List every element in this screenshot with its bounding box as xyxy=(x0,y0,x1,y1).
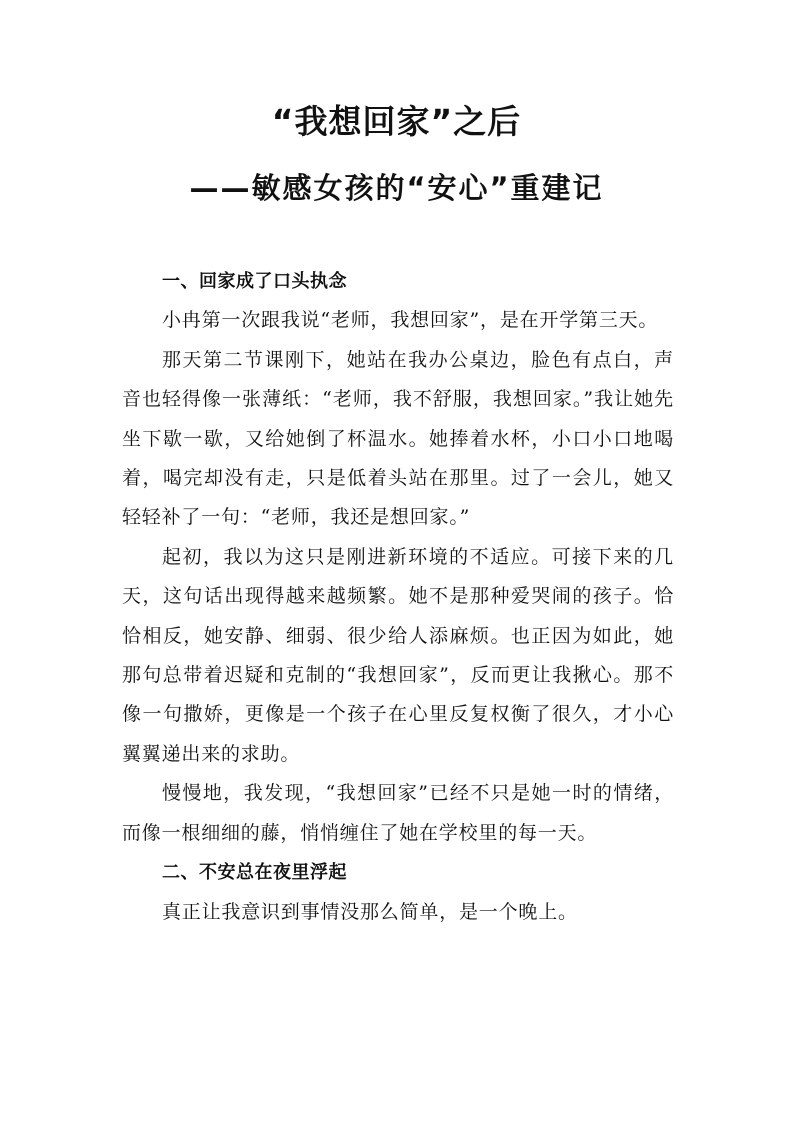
paragraph: 起初，我以为这只是刚进新环境的不适应。可接下来的几天，这句话出现得越来越频繁。她不是那种爱哭闹的孩子。恰恰相反，她安静、细弱、很少给人添麻烦。也正因为如此，她那句总带着迟疑和克制的“我想回家”，反而更让我揪心。那不像一句撒娇，更像是一个孩子在心里反复权衡了很久，才小心翼翼递出来的求助。 xyxy=(122,545,674,765)
paragraph: 慢慢地，我发现，“我想回家”已经不只是她一时的情绪，而像一根细细的藤，悄悄缠住了她在学校里的每一天。 xyxy=(122,782,674,844)
paragraph: 那天第二节课刚下，她站在我办公桌边，脸色有点白，声音也轻得像一张薄纸：“老师，我不舒服，我想回家。”我让她先坐下歇一歇，又给她倒了杯温水。她捧着水杯，小口小口地喝着，喝完却没有走，只是低着头站在那里。过了一会儿，她又轻轻补了一句：“老师，我还是想回家。” xyxy=(122,348,674,529)
document-subtitle: ——敏感女孩的“安心”重建记 xyxy=(189,171,604,205)
section-heading: 二、不安总在夜里浮起 xyxy=(162,862,347,884)
paragraph: 小冉第一次跟我说“老师，我想回家”，是在开学第三天。 xyxy=(162,309,659,332)
document-title: “我想回家”之后 xyxy=(271,102,522,141)
document-body xyxy=(122,262,674,932)
paragraph: 真正让我意识到事情没那么简单，是一个晚上。 xyxy=(162,900,578,923)
section-heading: 一、回家成了口头执念 xyxy=(162,271,347,292)
